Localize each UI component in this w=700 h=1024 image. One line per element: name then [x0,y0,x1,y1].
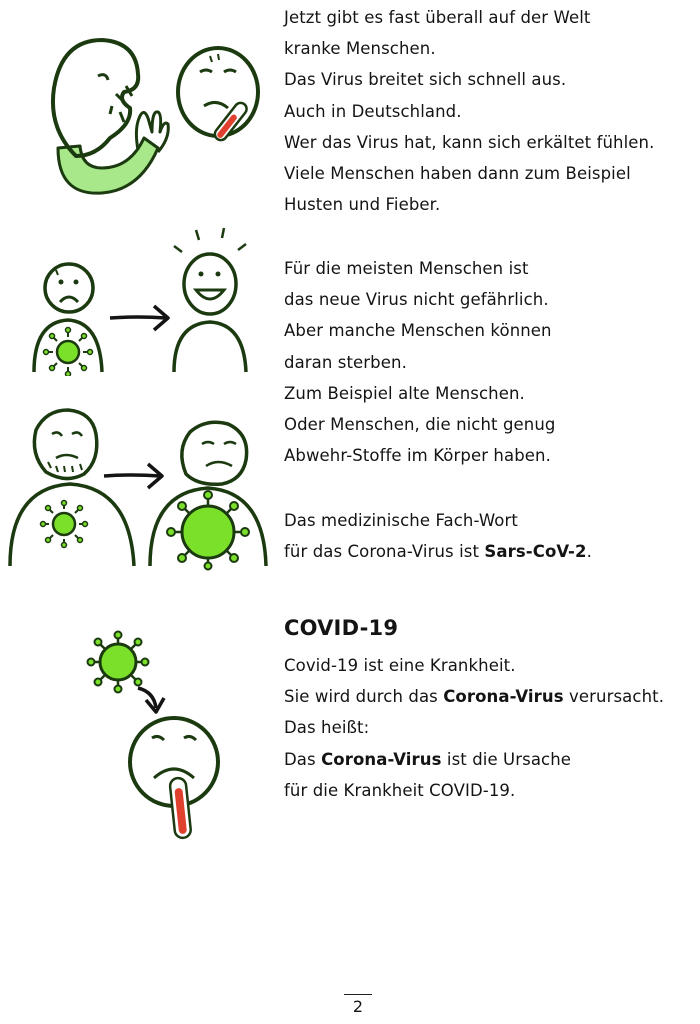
text-line: Das heißt: [284,718,370,738]
text-line: Für die meisten Menschen ist [284,259,529,278]
text-line: Jetzt gibt es fast überall auf der Welt [284,8,591,27]
text-line: Aber manche Menschen können [284,321,552,341]
coughing-person-illustration [40,28,270,203]
text-span: . [586,542,592,562]
text-span: Sie wird durch das [284,687,444,707]
text-line: Zum Beispiel alte Menschen. [284,383,525,403]
text-line [284,681,688,712]
text-line: Abwehr-Stoffe im Körper haben. [284,446,551,466]
text-line: das neue Virus nicht gefährlich. [284,290,549,310]
text-line [284,744,688,775]
danger-paragraph [284,253,688,471]
text-line: daran sterben. [284,352,407,372]
text-line: Wer das Virus hat, kann sich erkältet fühlen. [284,132,655,152]
elderly-person-illustration [6,404,268,572]
page-number-rule [344,994,372,995]
text-line [284,536,688,567]
text-line: Auch in Deutschland. [284,101,462,121]
text-line: Viele Menschen haben dann zum Beispiel [284,164,631,184]
page-number: 2 [352,997,364,1016]
medical-term-paragraph [284,505,688,567]
text-line: Das medizinische Fach-Wort [284,511,518,530]
section-heading: COVID-19 [284,616,399,640]
bold-term: Corona-Virus [443,687,564,707]
large-virus-icon [167,491,249,570]
covid-illustration [84,628,234,844]
small-virus-icon [41,501,88,548]
text-span: verursacht. [563,687,665,707]
intro-paragraph [284,2,688,220]
virus-icon [88,632,149,693]
text-line: Das Virus breitet sich schnell aus. [284,70,567,90]
bold-term: Corona-Virus [321,749,442,769]
text-span: ist die Ursache [441,749,572,769]
text-line: Husten und Fieber. [284,195,441,215]
text-line: Covid-19 ist eine Krankheit. [284,656,516,675]
recovery-illustration [24,226,264,376]
text-line: Oder Menschen, die nicht genug [284,415,556,435]
covid-section [284,614,688,806]
text-span: für das Corona-Virus ist [284,542,485,562]
text-line: für die Krankheit COVID-19. [284,780,516,800]
text-span: Das [284,749,322,769]
bold-term: Sars-CoV-2 [484,542,587,562]
text-line: kranke Menschen. [284,39,436,59]
virus-icon [44,328,93,377]
